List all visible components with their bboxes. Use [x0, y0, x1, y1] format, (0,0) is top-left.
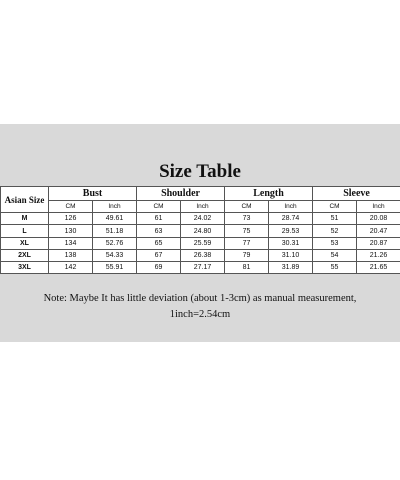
measurement-cell: 24.02: [181, 213, 225, 225]
measurement-cell: 52: [313, 225, 357, 237]
measurement-note: [10, 291, 390, 323]
size-cell: L: [1, 225, 49, 237]
measurement-cell: 20.08: [357, 213, 400, 225]
measurement-cell: 49.61: [93, 213, 137, 225]
table-row: [1, 237, 400, 249]
measurement-cell: 69: [137, 261, 181, 273]
measurement-cell: 21.65: [357, 261, 400, 273]
measurement-cell: 138: [49, 249, 93, 261]
measurement-cell: 79: [225, 249, 269, 261]
measurement-cell: 67: [137, 249, 181, 261]
unit-header: Inch: [269, 201, 313, 213]
size-cell: M: [1, 213, 49, 225]
size-cell: 2XL: [1, 249, 49, 261]
measurement-cell: 20.87: [357, 237, 400, 249]
measurement-cell: 73: [225, 213, 269, 225]
shoulder-header: Shoulder: [137, 187, 225, 201]
measurement-cell: 81: [225, 261, 269, 273]
unit-header: Inch: [181, 201, 225, 213]
table-row: [1, 213, 400, 225]
unit-header-row: [1, 201, 400, 213]
measurement-cell: 25.59: [181, 237, 225, 249]
unit-header: Inch: [93, 201, 137, 213]
measurement-cell: 77: [225, 237, 269, 249]
measurement-cell: 30.31: [269, 237, 313, 249]
table-header-row: [1, 187, 400, 201]
unit-header: CM: [137, 201, 181, 213]
measurement-cell: 54: [313, 249, 357, 261]
size-cell: 3XL: [1, 261, 49, 273]
unit-header: CM: [313, 201, 357, 213]
measurement-cell: 28.74: [269, 213, 313, 225]
table-row: [1, 261, 400, 273]
table-row: [1, 249, 400, 261]
measurement-cell: 52.76: [93, 237, 137, 249]
measurement-cell: 24.80: [181, 225, 225, 237]
measurement-cell: 134: [49, 237, 93, 249]
table-row: [1, 225, 400, 237]
sleeve-header: Sleeve: [313, 187, 400, 201]
measurement-cell: 29.53: [269, 225, 313, 237]
unit-header: CM: [49, 201, 93, 213]
measurement-cell: 65: [137, 237, 181, 249]
note-line-1: Note: Maybe It has little deviation (about 1-3cm) as manual measurement,: [43, 293, 357, 304]
measurement-cell: 54.33: [93, 249, 137, 261]
size-cell: XL: [1, 237, 49, 249]
measurement-cell: 63: [137, 225, 181, 237]
measurement-cell: 31.89: [269, 261, 313, 273]
measurement-cell: 53: [313, 237, 357, 249]
asian-size-header: Asian Size: [1, 187, 49, 213]
length-header: Length: [225, 187, 313, 201]
measurement-cell: 31.10: [269, 249, 313, 261]
unit-header: CM: [225, 201, 269, 213]
measurement-cell: 51.18: [93, 225, 137, 237]
measurement-cell: 61: [137, 213, 181, 225]
size-table: [0, 186, 400, 274]
measurement-cell: 20.47: [357, 225, 400, 237]
measurement-cell: 27.17: [181, 261, 225, 273]
measurement-cell: 51: [313, 213, 357, 225]
measurement-cell: 130: [49, 225, 93, 237]
measurement-cell: 142: [49, 261, 93, 273]
note-line-2: 1inch=2.54cm: [169, 309, 231, 320]
bust-header: Bust: [49, 187, 137, 201]
measurement-cell: 126: [49, 213, 93, 225]
measurement-cell: 55.91: [93, 261, 137, 273]
measurement-cell: 26.38: [181, 249, 225, 261]
measurement-cell: 75: [225, 225, 269, 237]
page-title: Size Table: [159, 161, 241, 182]
measurement-cell: 55: [313, 261, 357, 273]
unit-header: Inch: [357, 201, 400, 213]
measurement-cell: 21.26: [357, 249, 400, 261]
